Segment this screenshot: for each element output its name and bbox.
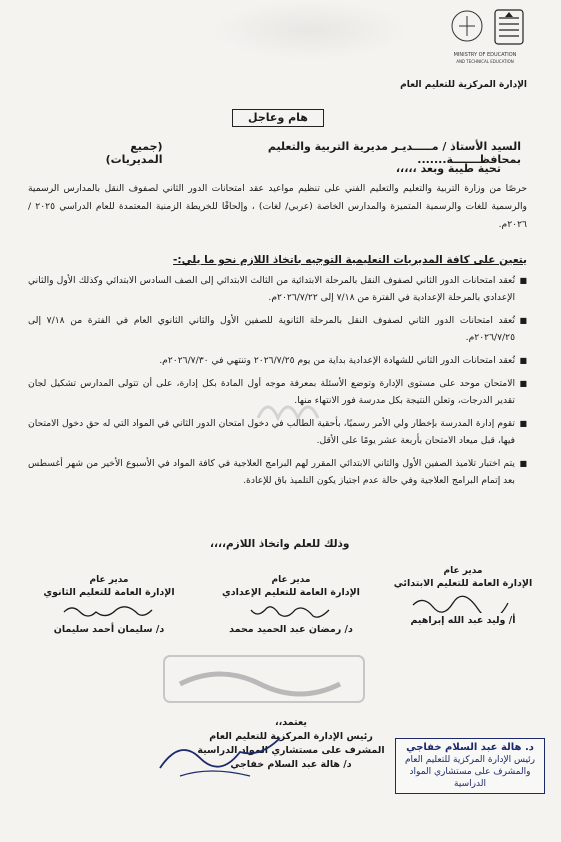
approval-label: يعتمد،،: [275, 717, 307, 728]
signature-department: الإدارة العامة للتعليم الإعدادي: [222, 587, 360, 598]
approval-signature: [150, 728, 290, 788]
approval-stamp-line-1: رئيس الإدارة المركزية للتعليم العام: [404, 755, 536, 765]
approval-line-1: رئيس الإدارة المركزية للتعليم العام: [209, 731, 373, 742]
approval-line-2: المشرف على مستشاري المواد الدراسية: [197, 745, 385, 756]
approval-stamp-line-2: والمشرف على مستشاري المواد الدراسية: [409, 767, 531, 789]
approval-stamp-name: د. هالة عبد السلام خفاجي: [406, 742, 534, 753]
bullet-icon: ■: [519, 379, 527, 388]
scan-smudge: [210, 0, 410, 60]
svg-text:MINISTRY OF EDUCATION: MINISTRY OF EDUCATION: [453, 52, 517, 58]
list-item: [28, 272, 527, 306]
svg-text:AND TECHNICAL EDUCATION: AND TECHNICAL EDUCATION: [456, 59, 514, 64]
bullet-icon: ■: [519, 459, 527, 468]
greeting: تحية طيبة وبعد ،،،،،: [395, 162, 501, 175]
signature-department: الإدارة العامة للتعليم الابتدائي: [393, 578, 533, 589]
list-item: [28, 352, 527, 369]
handwritten-signature: [49, 600, 169, 622]
signature-title: مدير عام: [271, 575, 311, 585]
signature-name: أ/ وليد عبد الله إبراهيم: [410, 615, 516, 626]
list-item-text: تقوم إدارة المدرسة بإخطار ولي الأمر رسميًا، بأحقية الطالب في دخول امتحان الدور الثاني في المواد التي له حق دخول الامتحان فيها، قبل ميعاد الامتحان بأربعة عشر يومًا على الأقل.: [28, 418, 515, 446]
bullet-icon: ■: [519, 276, 527, 285]
instructions-list: [28, 272, 527, 495]
addressee-all: (جميع المديريات): [105, 140, 163, 166]
list-item: [28, 455, 527, 489]
signature-title: مدير عام: [443, 566, 483, 576]
signature-title: مدير عام: [89, 575, 129, 585]
list-item-text: الامتحان موحد على مستوى الإدارة وتوضع الأسئلة بمعرفة موجه أول المادة بكل إدارة، على أن تتولى المدارس تشكيل لجان تقدير الدرجات، وتعلن النتيجة بكل مدرسة فور الانتهاء منها.: [28, 378, 515, 406]
approval-line-3: د/ هالة عبد السلام خفاجي: [230, 759, 352, 770]
signature-name: د/ سليمان أحمد سليمان: [53, 624, 165, 635]
signature-block-primary: [383, 566, 543, 626]
directive-heading: يتعين على كافة المديريات التعليمية التوجيه باتخاذ اللازم نحو ما يلي:-: [173, 254, 527, 266]
list-item-text: تُعقد امتحانات الدور الثاني لصفوف النقل بالمرحلة الثانوية للصفين الأول والثاني الثانوي العام في الفترة من ٧/١٨ إلى ٢٠٢٦/٧/٢٥م.: [28, 315, 515, 343]
addressee-to: السيد الأستاذ / مـــــديـر مديرية التربية والتعليم بمحافظـــــــة.......: [267, 140, 521, 166]
handwritten-signature: [403, 591, 523, 613]
department-name: الإدارة المركزية للتعليم العام: [400, 80, 527, 90]
handwritten-signature: [231, 600, 351, 622]
list-item-text: يتم اختبار تلاميذ الصفين الأول والثاني الابتدائي المقرر لهم البرامج العلاجية في كافة المواد في الأسبوع الأخير من شهر أغسطس بعد إتمام البرامج العلاجية وفي حالة عدم اجتياز يكون التلميذ باق للإعادة.: [28, 458, 515, 486]
signature-department: الإدارة العامة للتعليم الثانوي: [43, 587, 175, 598]
bullet-icon: ■: [519, 316, 527, 325]
list-item: [28, 312, 527, 346]
closing-line: وذلك للعلم واتخاذ اللازم،،،،: [210, 538, 350, 550]
official-stamp: [160, 650, 370, 710]
signature-name: د/ رمضان عبد الحميد محمد: [229, 624, 353, 635]
signature-block-secondary: [29, 575, 189, 635]
approval-stamp: [395, 738, 545, 794]
signature-block-preparatory: [211, 575, 371, 635]
bullet-icon: ■: [519, 356, 527, 365]
list-item-text: تُعقد امتحانات الدور الثاني لصفوف النقل بالمرحلة الابتدائية من الثالث الابتدائي إلى الصف السادس الابتدائي وكذلك الأول والثاني الإعدادي بالمرحلة الإعدادية في الفترة من ٧/١٨ إلى ٢٠٢٦/٧/٢٢م.: [28, 275, 515, 303]
ministry-logo-icon: [445, 6, 527, 72]
watermark-logo: [250, 390, 340, 426]
intro-paragraph: حرصًا من وزارة التربية والتعليم والتعليم الفني على تنظيم مواعيد عقد امتحانات الدور الثاني لصفوف النقل بالمدارس الرسمية والرسمية للغات والرسمية المتميزة والمدارس الخاصة (عربي/ لغات) ، وإلحاقًا للخريطة الزمنية المعتمدة للعام الدراسي ٢٠٢٥ /٢٠٢٦م.: [28, 183, 527, 230]
bullet-icon: ■: [519, 419, 527, 428]
list-item-text: تُعقد امتحانات الدور الثاني للشهادة الإعدادية بداية من يوم ٢٠٢٦/٧/٢٥ وتنتهي في ٢٠٢٦/٧/٣٠م.: [159, 355, 515, 366]
urgent-label: هام وعاجل: [232, 109, 324, 127]
